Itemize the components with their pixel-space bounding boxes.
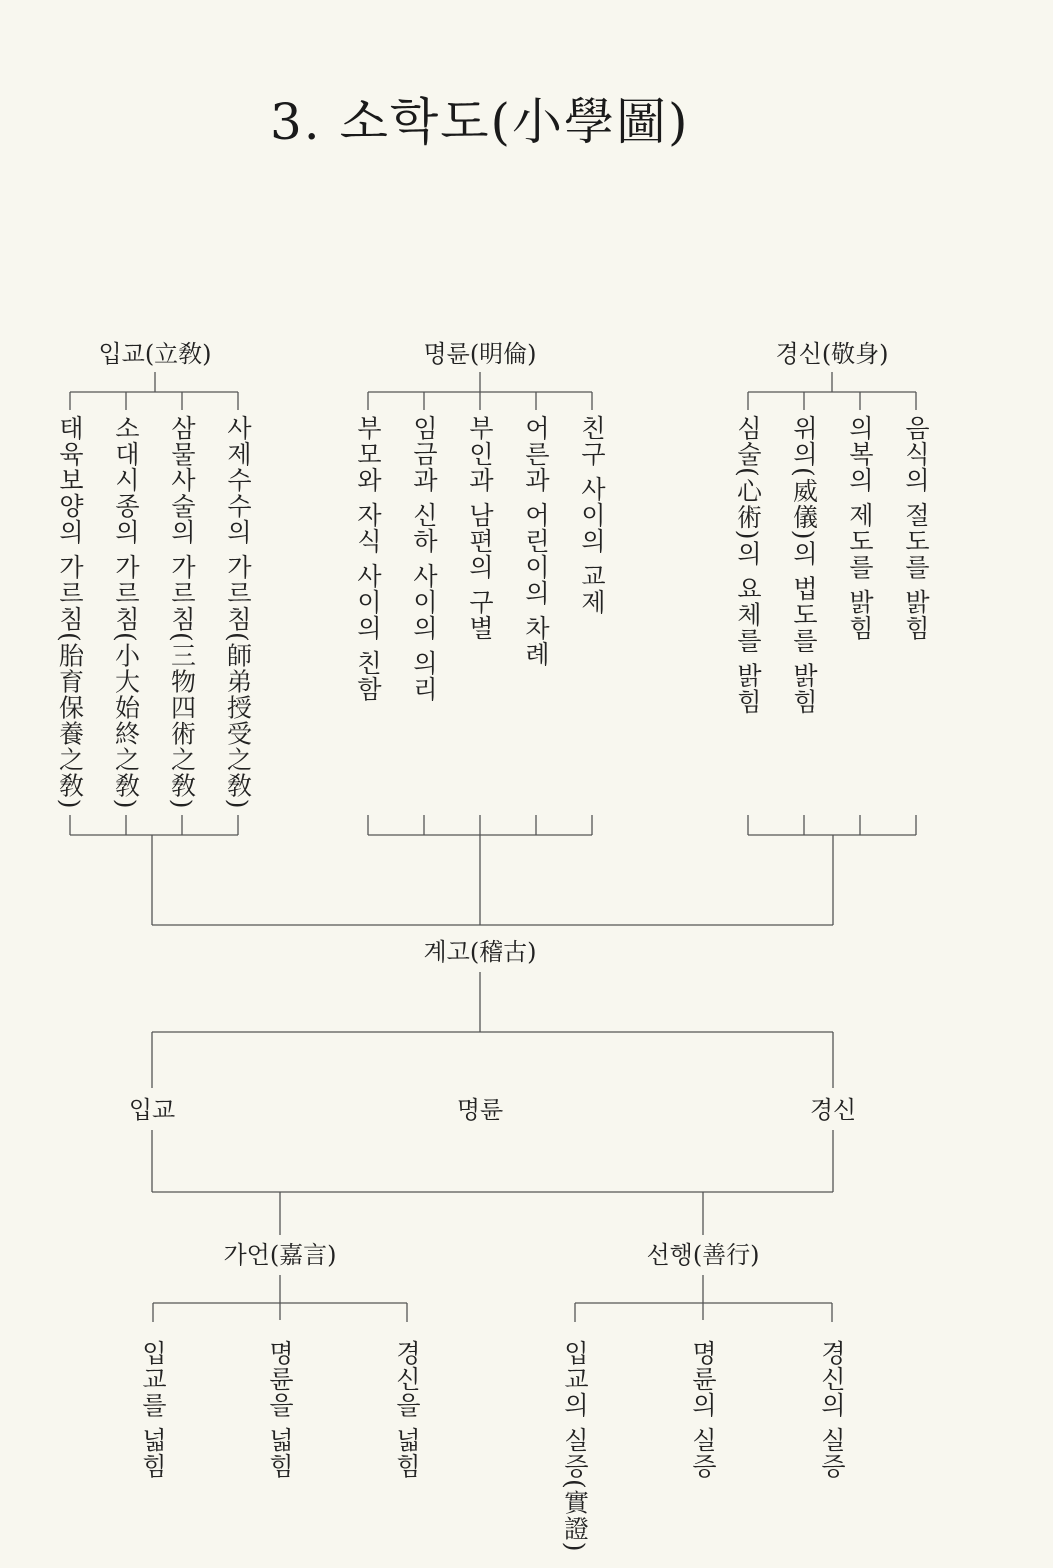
- page-title: 3. 소학도(小學圖): [270, 93, 690, 151]
- myeongryun-item: 어른과 어린이의 차례: [521, 415, 551, 667]
- seonhaeng-item: 명륜의 실증: [688, 1340, 718, 1479]
- gyeongsin-item: 의복의 제도를 밝힘: [845, 415, 875, 641]
- ipgyo-item: 삼물사술의 가르침(三物四術之敎): [167, 415, 197, 810]
- middle-ipgyo: 입교: [128, 1096, 176, 1124]
- middle-myeongryun: 명륜: [456, 1096, 504, 1124]
- myeongryun-item: 임금과 신하 사이의 의리: [409, 415, 439, 702]
- seonhaeng-item: 입교의 실증(實證): [560, 1340, 590, 1553]
- gaeon-item: 명륜을 넓힘: [265, 1340, 295, 1479]
- heading-gyego: 계고(稽古): [423, 938, 537, 966]
- ipgyo-item: 태육보양의 가르침(胎育保養之敎): [55, 415, 85, 810]
- gyeongsin-item: 위의(威儀)의 법도를 밝힘: [789, 415, 819, 715]
- heading-gyeongsin: 경신(敬身): [775, 340, 889, 368]
- myeongryun-item: 친구 사이의 교제: [577, 415, 607, 615]
- gaeon-item: 입교를 넓힘: [138, 1340, 168, 1479]
- ipgyo-item: 사제수수의 가르침(師弟授受之敎): [223, 415, 253, 810]
- myeongryun-item: 부모와 자식 사이의 친함: [353, 415, 383, 702]
- heading-ipgyo: 입교(立敎): [98, 340, 212, 368]
- gyeongsin-item: 음식의 절도를 밝힘: [901, 415, 931, 641]
- heading-seonhaeng: 선행(善行): [646, 1241, 760, 1269]
- seonhaeng-item: 경신의 실증: [817, 1340, 847, 1479]
- gyeongsin-item: 심술(心術)의 요체를 밝힘: [733, 415, 763, 715]
- middle-gyeongsin: 경신: [809, 1096, 857, 1124]
- gaeon-item: 경신을 넓힘: [392, 1340, 422, 1479]
- heading-gaeon: 가언(嘉言): [223, 1241, 337, 1269]
- heading-myeongryun: 명륜(明倫): [423, 340, 537, 368]
- ipgyo-item: 소대시종의 가르침(小大始終之敎): [111, 415, 141, 810]
- myeongryun-item: 부인과 남편의 구별: [465, 415, 495, 641]
